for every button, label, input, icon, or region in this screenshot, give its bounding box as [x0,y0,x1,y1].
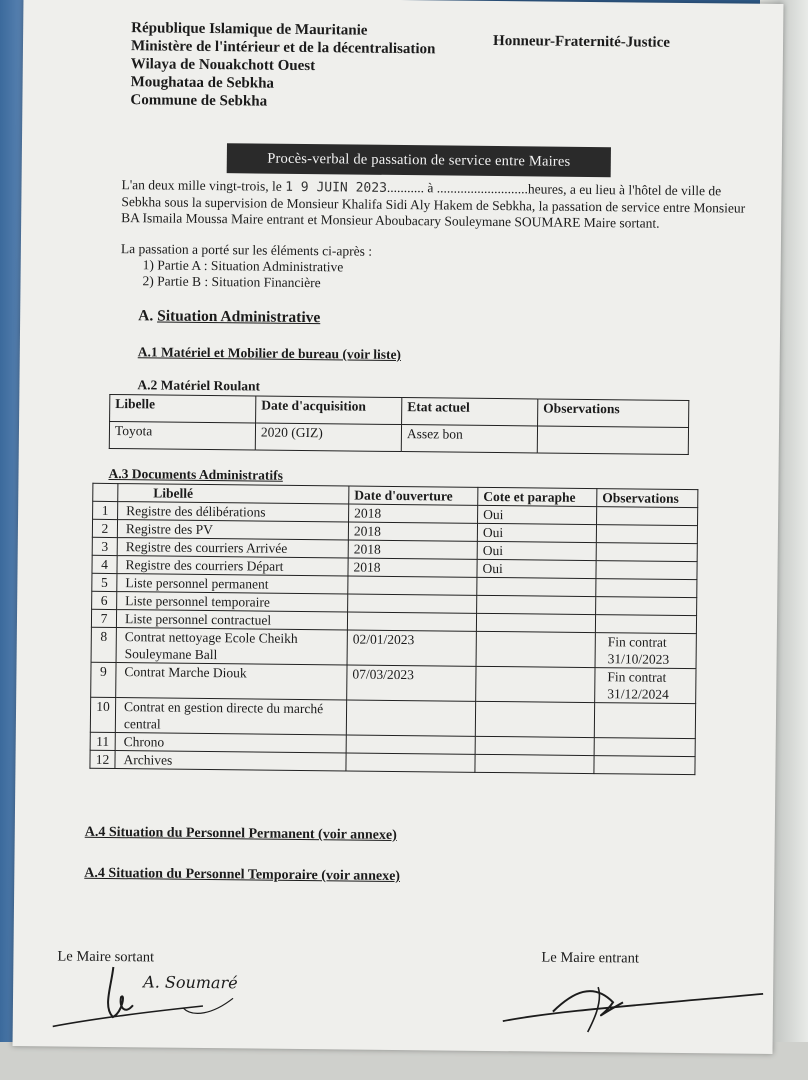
cote-cell [475,736,594,755]
cote-cell [477,595,596,614]
table-row [91,627,696,668]
intro-part-2: ........... à ...........................heures, a eu lieu à l'hôtel de ville de Sebkha sous la supervision de Monsieur Khalifa Sidi Aly Hakem de Sebkha, la passation de service entre Monsieur BA Ismaila Moussa Maire entrant et Monsieur Aboubacary Souleymane SOUMARE Maire sortant. [121,179,746,231]
row-number: 9 [91,662,116,697]
observations-cell [596,561,697,580]
cote-cell [475,701,594,737]
column-header: Date d'acquisition [256,396,402,425]
header-line-2: Ministère de l'intérieur et de la décentralisation [130,38,436,58]
date-cell: 2018 [348,558,477,577]
row-number: 6 [92,591,117,609]
cote-cell [476,666,595,702]
document-title: Procès-verbal de passation de service entre Maires [227,143,611,177]
observations-cell [596,543,697,562]
cote-cell [475,754,594,773]
left-signature-label: Le Maire sortant [57,948,155,966]
row-number: 2 [92,519,117,537]
header-line-3: Wilaya de Nouakchott Ouest [130,56,316,75]
date-cell [346,735,475,754]
observations-cell: Fin contrat 31/10/2023 [595,633,696,669]
document-page [13,0,784,1054]
libelle-cell: Registre des courriers Arrivée [117,538,348,558]
column-header: Cote et paraphe [478,487,597,506]
a4-temporaire: A.4 Situation du Personnel Temporaire (voir annexe) [84,865,401,885]
intro-paragraph [121,177,749,233]
list-item-1: 1) Partie A : Situation Administrative [142,257,344,275]
row-number: 12 [90,750,115,768]
libelle-cell: Liste personnel permanent [117,574,348,594]
column-header: Observations [597,489,698,508]
a4-permanent: A.4 Situation du Personnel Permanent (voir annexe) [84,824,397,844]
cote-cell [476,613,595,632]
date-cell [348,576,477,595]
date-cell: 2018 [349,504,478,523]
row-number: 7 [91,609,116,627]
observations-cell [594,738,695,757]
cote-cell: Oui [477,559,596,578]
libelle-cell: Liste personnel contractuel [116,610,347,630]
column-header: Libelle [110,394,256,423]
date-cell: 02/01/2023 [347,630,476,666]
a3-heading: A.3 Documents Administratifs [108,465,283,483]
left-handwriting: A. Soumaré [143,972,238,993]
date-cell: 2018 [348,522,477,541]
column-header: Date d'ouverture [349,486,478,505]
observations-cell [596,597,697,616]
table-cell: 2020 (GIZ) [255,423,401,452]
section-a-heading [138,307,320,327]
cote-cell [477,577,596,596]
motto: Honneur-Fraternité-Justice [492,32,671,51]
header-line-1: République Islamique de Mauritanie [131,20,368,39]
libelle-cell: Contrat en gestion directe du marché central [115,698,346,735]
number-header [93,483,118,501]
a1-heading: A.1 Matériel et Mobilier de bureau (voir liste) [137,344,402,363]
table-cell: Toyota [109,421,255,450]
libelle-cell: Contrat Marche Diouk [116,663,347,700]
table-cell: Assez bon [401,425,537,453]
row-number: 10 [90,697,115,732]
header-line-5: Commune de Sebkha [130,92,268,110]
cote-cell: Oui [478,505,597,524]
date-cell [346,753,475,772]
date-cell [347,612,476,631]
right-signature [492,971,773,1054]
row-number: 5 [92,573,117,591]
documents-table [89,483,698,775]
cote-cell: Oui [477,541,596,560]
list-intro: La passation a porté sur les éléments ci-après : [120,241,373,259]
documents-table-body [90,483,698,774]
observations-cell [596,525,697,544]
intro-part-1: L'an deux mille vingt-trois, le [121,177,286,194]
libelle-cell: Archives [115,751,346,771]
row-number: 8 [91,627,116,662]
cote-cell [476,631,595,667]
date-cell: 07/03/2023 [347,665,476,701]
right-signature-label: Le Maire entrant [541,949,639,967]
observations-cell: Fin contrat 31/12/2024 [595,668,696,704]
column-header: Libellé [118,484,349,504]
observations-cell [594,703,695,739]
date-stamp: 1 9 JUIN 2023 [285,179,388,196]
libelle-cell: Registre des délibérations [118,502,349,522]
row-number: 4 [92,555,117,573]
observations-cell [596,579,697,598]
section-a-prefix: A. [138,307,158,325]
libelle-cell: Chrono [115,733,346,753]
row-number: 11 [90,732,115,750]
section-a-title: Situation Administrative [157,307,321,327]
column-header: Observations [538,399,689,428]
row-number: 3 [92,537,117,555]
table-cell [537,426,688,455]
header-line-4: Moughataa de Sebkha [130,74,275,92]
table-row [109,421,688,454]
date-cell [346,700,475,736]
list-item-2: 2) Partie B : Situation Financière [142,273,321,291]
column-header: Etat actuel [402,398,538,426]
cote-cell: Oui [477,523,596,542]
observations-cell [595,615,696,634]
libelle-cell: Liste personnel temporaire [117,592,348,612]
libelle-cell: Contrat nettoyage Ecole Cheikh Souleymane Ball [116,628,347,665]
libelle-cell: Registre des courriers Départ [117,556,348,576]
date-cell: 2018 [348,540,477,559]
left-signature [33,956,274,1049]
observations-cell [597,507,698,526]
libelle-cell: Registre des PV [117,520,348,540]
date-cell [348,594,477,613]
observations-cell [594,756,695,775]
vehicle-table [109,394,690,455]
a2-heading: A.2 Matériel Roulant [137,377,261,394]
row-number: 1 [93,501,118,519]
